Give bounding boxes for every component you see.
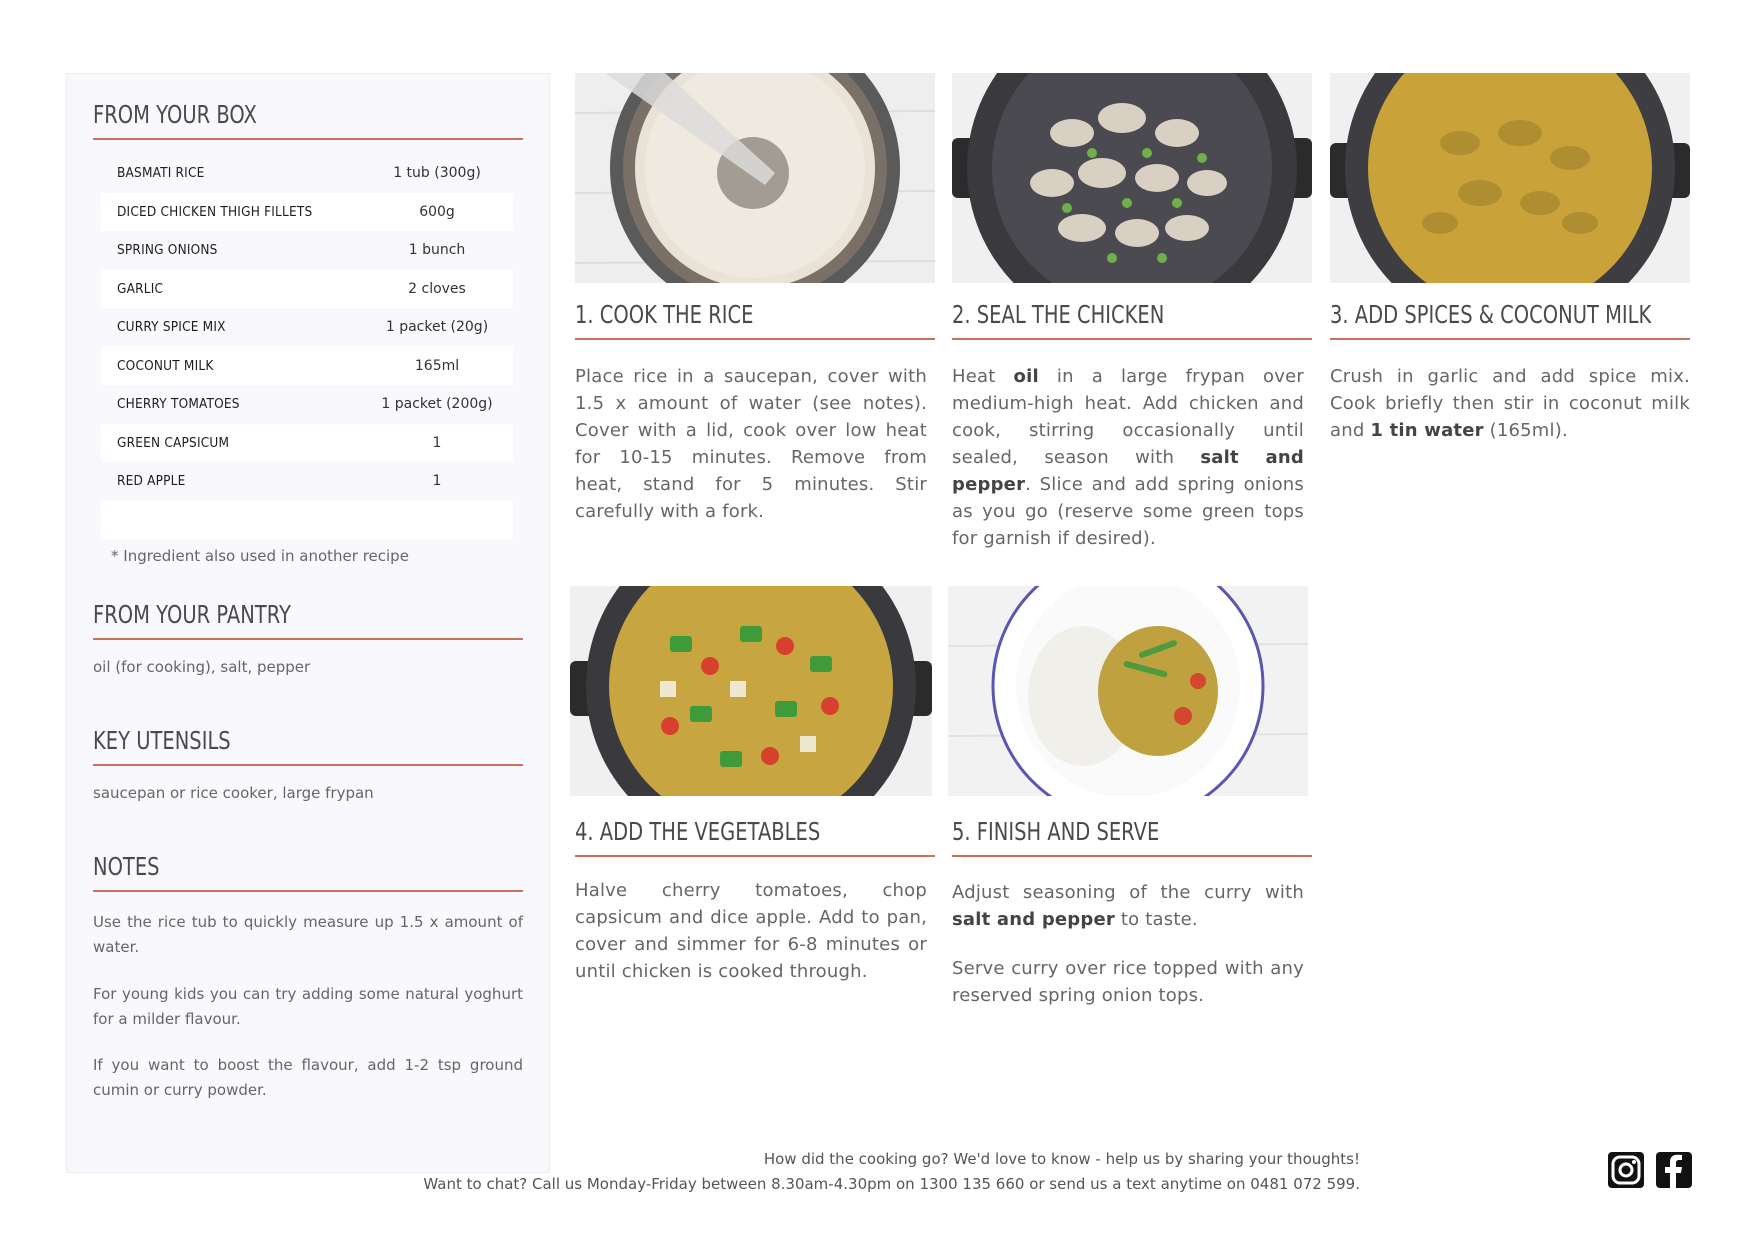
ingredient-row bbox=[101, 154, 513, 193]
step-2-title: 2. SEAL THE CHICKEN bbox=[952, 298, 1312, 340]
ingredients-table bbox=[101, 154, 513, 539]
ingredient-row bbox=[101, 462, 513, 501]
ingredient-name: GARLIC bbox=[117, 280, 164, 297]
ingredient-qty: 2 cloves bbox=[408, 280, 466, 297]
ingredient-name: GREEN CAPSICUM bbox=[117, 434, 230, 451]
ingredient-qty: 1 packet (20g) bbox=[385, 319, 489, 336]
utensils-text: saucepan or rice cooker, large frypan bbox=[93, 784, 374, 802]
step-3-photo bbox=[1330, 73, 1690, 283]
step-4-photo bbox=[570, 586, 932, 796]
ingredient-qty: 165ml bbox=[414, 357, 460, 374]
footer-feedback: How did the cooking go? We'd love to know - help us by sharing your thoughts! bbox=[763, 1150, 1360, 1168]
ingredient-row bbox=[101, 308, 513, 347]
from-your-pantry-heading: FROM YOUR PANTRY bbox=[93, 598, 523, 640]
step-4-text: Halve cherry tomatoes, chop capsicum and dice apple. Add to pan, cover and simmer for 6-8 minutes or until chicken is cooked through. bbox=[575, 880, 927, 982]
ingredient-name: COCONUT MILK bbox=[117, 357, 214, 374]
ingredient-row bbox=[101, 231, 513, 270]
ingredient-qty: 1 bbox=[432, 473, 442, 490]
ingredient-row bbox=[101, 347, 513, 386]
step-2-photo bbox=[952, 73, 1312, 283]
step-5-text-2: Serve curry over rice topped with any reserved spring onion tops. bbox=[952, 958, 1304, 1006]
ingredient-row bbox=[101, 193, 513, 232]
footer-contact: Want to chat? Call us Monday-Friday between 8.30am-4.30pm on 1300 135 660 or send us a text anytime on 0481 072 599. bbox=[423, 1175, 1360, 1193]
note-item: If you want to boost the flavour, add 1-2 tsp ground cumin or curry powder. bbox=[93, 1056, 523, 1099]
facebook-icon[interactable] bbox=[1656, 1152, 1692, 1188]
ingredient-row bbox=[101, 424, 513, 463]
ingredient-name: DICED CHICKEN THIGH FILLETS bbox=[117, 203, 313, 220]
from-your-box-heading: FROM YOUR BOX bbox=[93, 98, 523, 140]
step-5-text: Adjust seasoning of the curry with salt and pepper to taste. bbox=[952, 882, 1304, 930]
step-5-photo bbox=[948, 586, 1308, 796]
ingredient-footnote: * Ingredient also used in another recipe bbox=[111, 547, 409, 565]
key-utensils-heading: KEY UTENSILS bbox=[93, 724, 523, 766]
ingredient-name: BASMATI RICE bbox=[117, 165, 205, 182]
instagram-icon[interactable] bbox=[1608, 1152, 1644, 1188]
ingredient-name: SPRING ONIONS bbox=[117, 242, 218, 259]
ingredient-qty: 1 tub (300g) bbox=[393, 165, 481, 182]
step-5-title: 5. FINISH AND SERVE bbox=[952, 815, 1312, 857]
step-2-text: Heat oil in a large frypan over medium-high heat. Add chicken and cook, stirring occasionally until sealed, season with salt and pepper. Slice and add spring onions as you go (reserve some green tops for garnish if desired). bbox=[952, 366, 1304, 549]
ingredients-sidebar bbox=[66, 73, 550, 1173]
note-item: Use the rice tub to quickly measure up 1.5 x amount of water. bbox=[93, 913, 523, 956]
ingredient-name: RED APPLE bbox=[117, 473, 186, 490]
ingredient-qty: 1 bbox=[432, 434, 442, 451]
step-4-title: 4. ADD THE VEGETABLES bbox=[575, 815, 935, 857]
ingredient-row bbox=[101, 385, 513, 424]
ingredient-qty: 1 bunch bbox=[408, 242, 466, 259]
step-1-title: 1. COOK THE RICE bbox=[575, 298, 935, 340]
ingredient-qty: 1 packet (200g) bbox=[381, 396, 493, 413]
pantry-text: oil (for cooking), salt, pepper bbox=[93, 658, 311, 676]
ingredient-row-empty bbox=[101, 501, 513, 539]
notes-heading: NOTES bbox=[93, 850, 523, 892]
ingredient-qty: 600g bbox=[419, 203, 455, 220]
ingredient-name: CHERRY TOMATOES bbox=[117, 396, 240, 413]
step-3-text: Crush in garlic and add spice mix. Cook briefly then stir in coconut milk and 1 tin water (165ml). bbox=[1330, 366, 1690, 441]
step-1-photo bbox=[575, 73, 935, 283]
ingredient-name: CURRY SPICE MIX bbox=[117, 319, 226, 336]
ingredient-row bbox=[101, 270, 513, 309]
note-item: For young kids you can try adding some natural yoghurt for a milder flavour. bbox=[93, 985, 523, 1028]
step-3-title: 3. ADD SPICES & COCONUT MILK bbox=[1330, 298, 1690, 340]
step-1-text: Place rice in a saucepan, cover with 1.5 x amount of water (see notes). Cover with a lid, cook over low heat for 10-15 minutes. Remove from heat, stand for 5 minutes. Stir carefully with a fork. bbox=[575, 366, 927, 522]
